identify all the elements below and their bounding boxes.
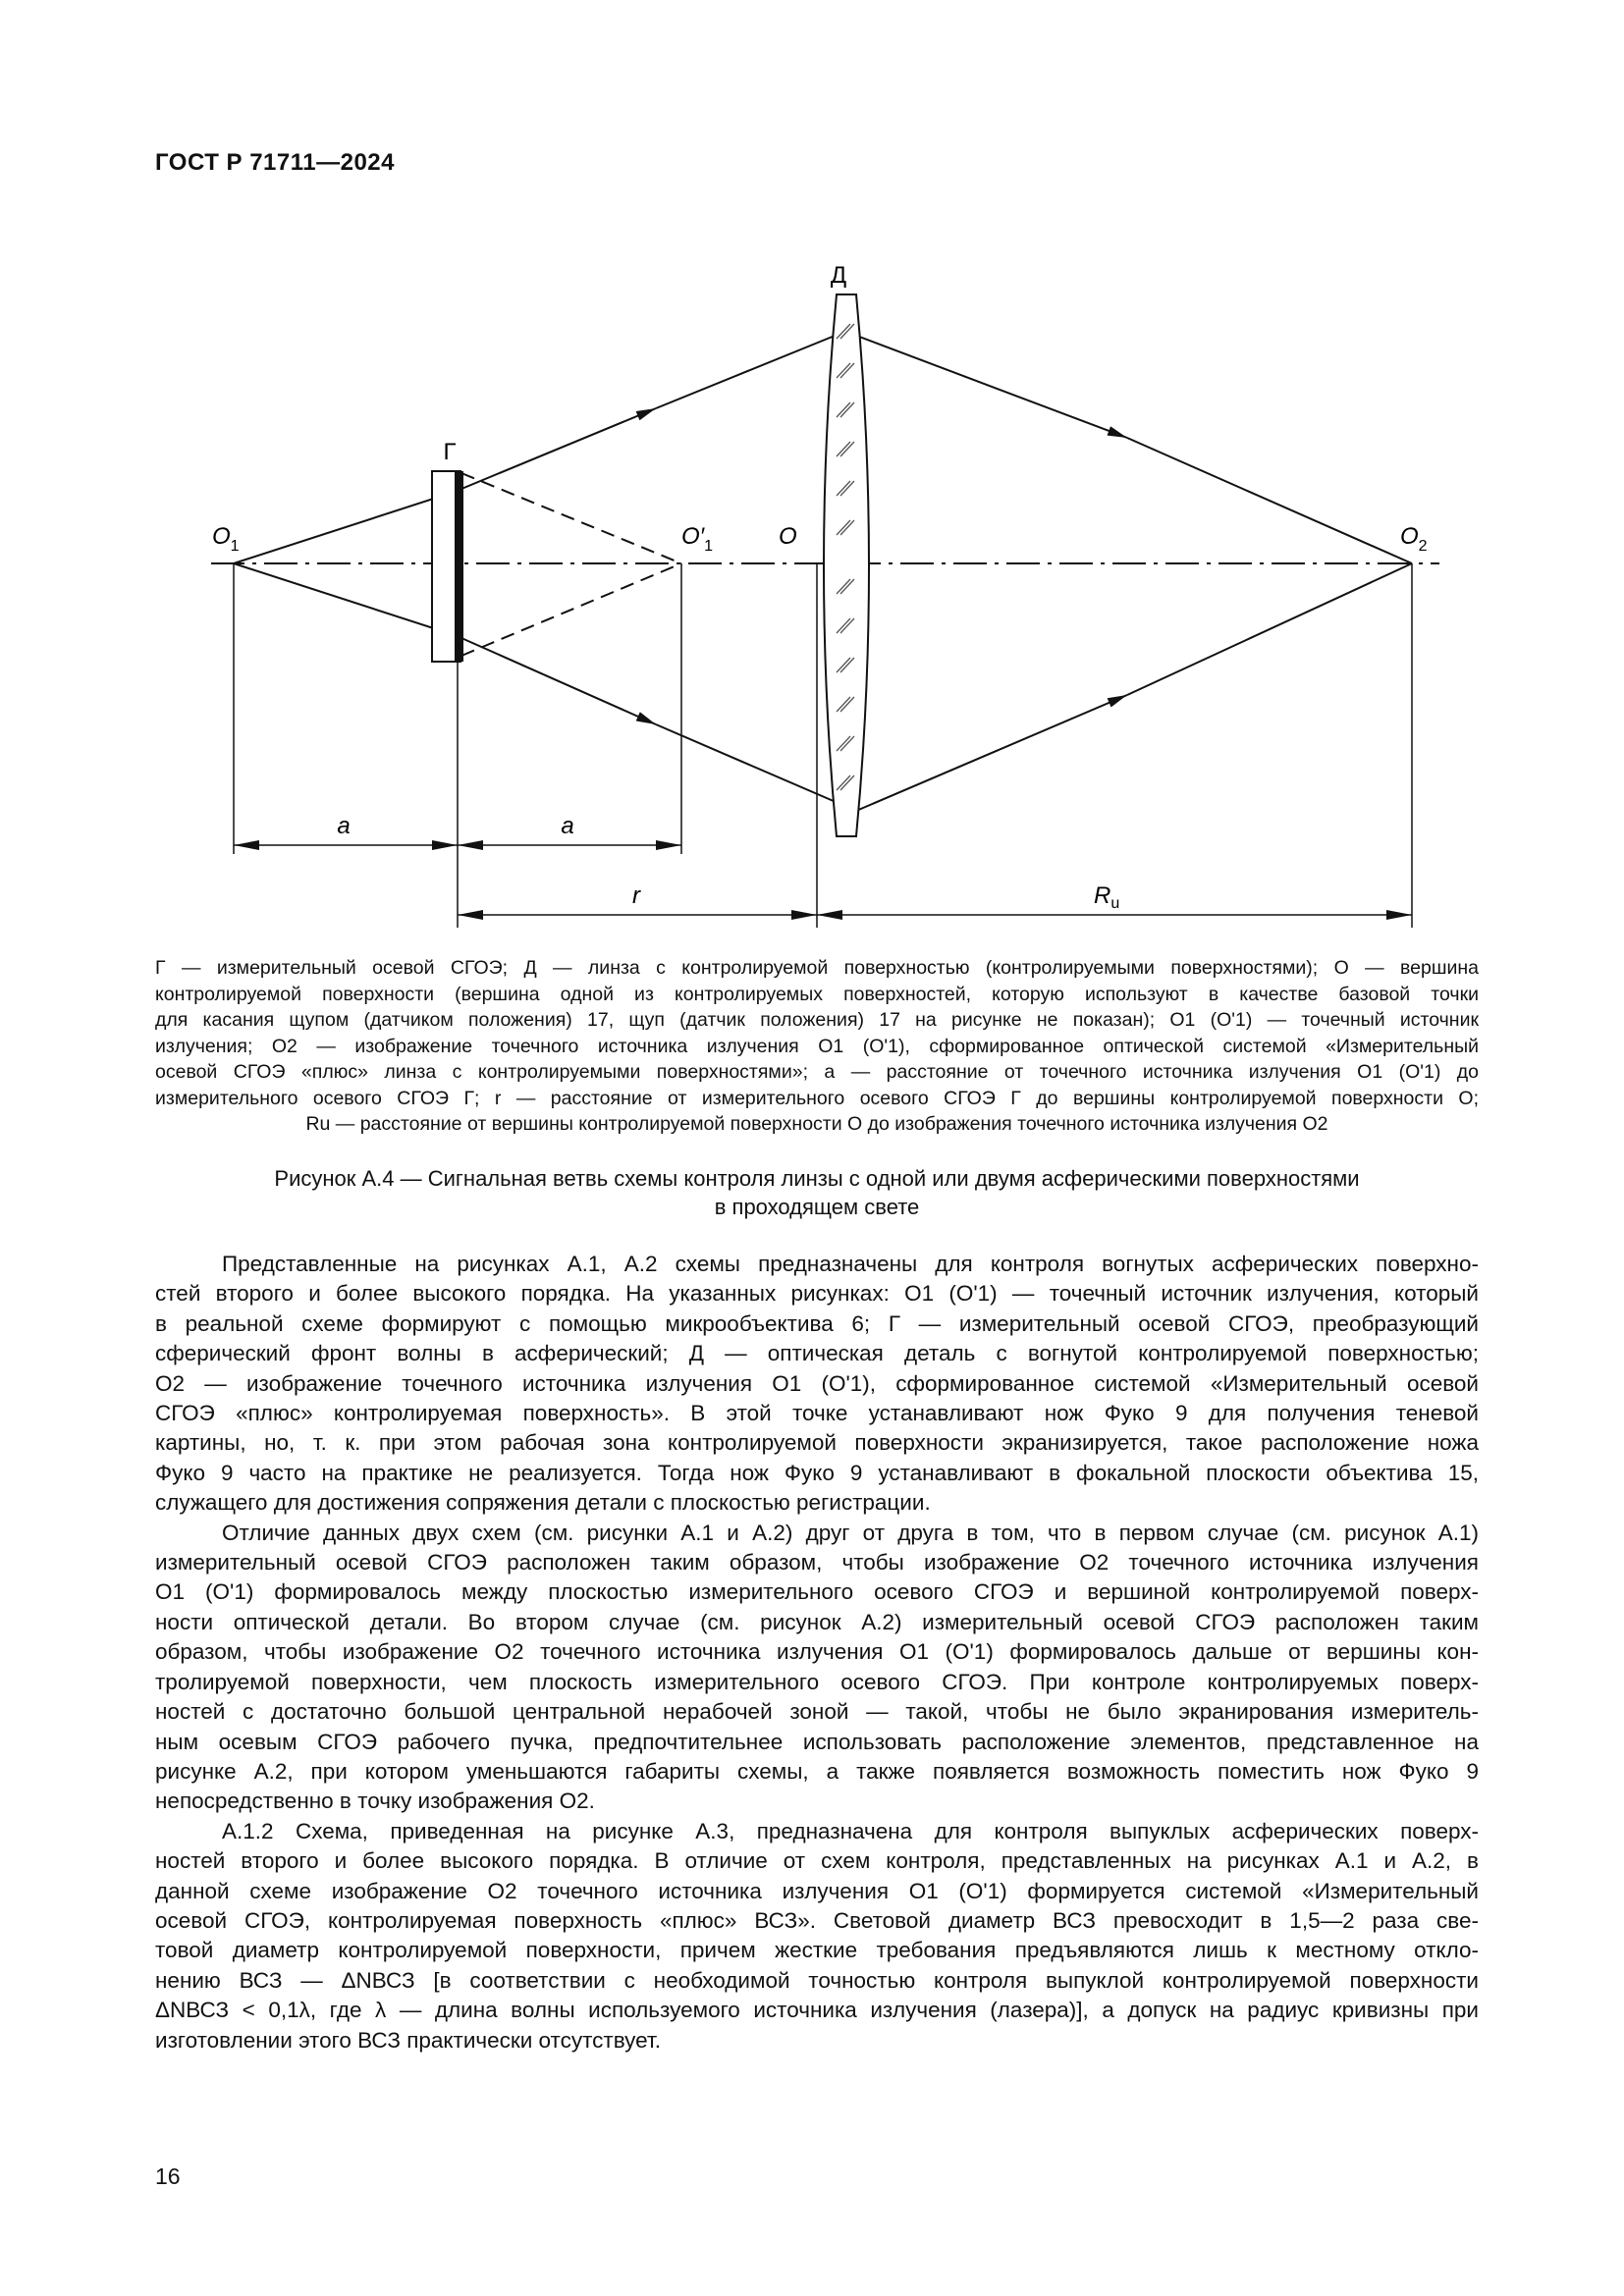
extension-lines — [234, 563, 1412, 928]
ray-upper-g-lens — [461, 408, 656, 489]
paragraph-line: товой диаметр контролируемой поверхности, причем жесткие требования предъявляются лишь к местному откло- — [155, 1938, 1479, 1963]
legend-line: измерительного осевого СГОЭ Г; r — расстояние от измерительного осевого СГОЭ Г до вершины контролируемой поверхности O; — [155, 1087, 1479, 1109]
paragraph-line: измерительный осевой СГОЭ расположен таким образом, чтобы изображение O2 точечного источника излучения — [155, 1550, 1479, 1575]
paragraph-line: СГОЭ «плюс» контролируемая поверхность». В этой точке устанавливают нож Фуко 9 для получения теневой — [155, 1401, 1479, 1426]
ray-upper-lens-o2 — [846, 332, 1127, 438]
paragraph-line: образом, чтобы изображение O2 точечного источника излучения O1 (O'1) формировалось дальше от вершины кон- — [155, 1639, 1479, 1665]
ray-lower-lens-o2-cont — [1127, 563, 1412, 695]
paragraph-line: ΔNВСЗ < 0,1λ, где λ — длина волны используемого источника излучения (лазера)], а допуск на радиус кривизны при — [155, 1998, 1479, 2023]
figure-legend — [155, 955, 1479, 1138]
legend-line: контролируемой поверхности (вершина одной из контролируемых поверхностей, которую используют в качестве базовой точки — [155, 983, 1479, 1005]
caption-line-1: Рисунок А.4 — Сигнальная ветвь схемы контроля линзы с одной или двумя асферическими поверхностями — [274, 1166, 1360, 1191]
paragraph-line: данной схеме изображение O2 точечного источника излучения O1 (O'1) формируется системой «Измерительный — [155, 1878, 1479, 1903]
label-r: r — [632, 882, 640, 909]
label-a-right: a — [561, 813, 574, 839]
optical-scheme-figure — [0, 236, 1624, 952]
paragraph-line: Представленные на рисунках А.1, А.2 схемы предназначены для контроля вогнутых асферических поверхно- — [222, 1252, 1479, 1276]
label-o2: $O_2$ — [1400, 523, 1428, 555]
lens-element — [824, 294, 869, 836]
legend-line: осевой СГОЭ «плюс» линза с контролируемыми поверхностями»; a — расстояние от точечного источника излучения O1 (O'1) до — [155, 1061, 1479, 1083]
measuring-sgoe-surface — [455, 471, 463, 662]
paragraph-line: O2 — изображение точечного источника излучения O1 (O'1), сформированное системой «Измерительный осевой — [155, 1370, 1479, 1396]
virtual-ray-upper — [461, 473, 681, 563]
body-text — [155, 1250, 1479, 2056]
paragraph-line: Отличие данных двух схем (см. рисунки А.1 и А.2) друг от друга в том, что в первом случае (см. рисунок А.1) — [222, 1520, 1479, 1545]
label-a-left: a — [337, 813, 351, 839]
paragraph-line: ности оптической детали. Во втором случае (см. рисунок А.2) измерительный осевой СГОЭ расположен таким — [155, 1609, 1479, 1634]
paragraph-line: служащего для достижения сопряжения детали с плоскостью регистрации. — [155, 1490, 931, 1516]
label-o1: $O_1$ — [212, 523, 240, 555]
paragraph-line: O1 (O'1) формировалось между плоскостью измерительного осевого СГОЭ и вершиной контролируемой поверх- — [155, 1579, 1479, 1605]
ray-o1-up — [234, 491, 458, 563]
paragraph-line: картины, но, т. к. при этом рабочая зона контролируемой поверхности экранизируется, такое расположение ножа — [155, 1430, 1479, 1456]
paragraph-line: Фуко 9 часто на практике не реализуется. Тогда нож Фуко 9 устанавливают в фокальной плоскости объектива 15, — [155, 1460, 1479, 1485]
label-o: O — [779, 523, 797, 550]
label-d: Д — [830, 262, 847, 289]
legend-line: Г — измерительный осевой СГОЭ; Д — линза с контролируемой поверхностью (контролируемыми поверхностями); O — вершина — [155, 957, 1479, 979]
paragraph-line: ностей второго и более высокого порядка. В отличие от схем контроля, представленных на рисунках А.1 и А.2, в — [155, 1848, 1479, 1874]
ray-upper-g-lens-cont — [656, 334, 839, 408]
label-ru: $R_u$ — [1094, 882, 1120, 912]
paragraph-line: изготовлении этого ВСЗ практически отсутствует. — [155, 2027, 661, 2053]
paragraph-line: ным осевым СГОЭ рабочего пучка, предпочтительнее использовать расположение элементов, представленное на — [155, 1729, 1479, 1754]
ray-lower-g-lens — [461, 638, 656, 724]
paragraph-line: рисунке А.2, при котором уменьшаются габариты схемы, а также появляется возможность поместить нож Фуко 9 — [155, 1758, 1479, 1784]
virtual-ray-lower — [461, 563, 681, 656]
label-g: Г — [443, 439, 457, 465]
caption-line-2: в проходящем свете — [714, 1195, 920, 1219]
paragraph-line: тролируемой поверхности, чем плоскость измерительного осевого СГОЭ. При контроле контролируемых поверх- — [155, 1669, 1479, 1694]
ray-upper-lens-o2-cont — [1127, 438, 1412, 563]
paragraph-line: осевой СГОЭ, контролируемая поверхность «плюс» ВСЗ». Световой диаметр ВСЗ превосходит в 1,5—2 раза све- — [155, 1907, 1479, 1933]
page-number: 16 — [155, 2163, 181, 2189]
paragraph-line: сферический фронт волны в асферический; Д — оптическая деталь с вогнутой контролируемой поверхностью; — [155, 1341, 1479, 1366]
label-o1-prime: $O'_1$ — [681, 523, 714, 555]
paragraph-line: нению ВСЗ — ΔNВСЗ [в соответствии с необходимой точностью контроля выпуклой контролируемой поверхности — [155, 1967, 1479, 1993]
paragraph-line: А.1.2 Схема, приведенная на рисунке А.3, предназначена для контроля выпуклых асферических поверх- — [222, 1818, 1479, 1843]
paragraph-line: ностей с достаточно большой центральной нерабочей зоной — такой, чтобы не было экранирования измеритель- — [155, 1699, 1479, 1725]
figure-caption — [155, 1164, 1479, 1221]
ray-lower-lens-o2 — [856, 695, 1127, 811]
legend-line: для касания щупом (датчиком положения) 17, щуп (датчик положения) 17 на рисунке не показан); O1 (O'1) — точечный источник — [155, 1009, 1479, 1031]
ray-o1-down — [234, 563, 458, 636]
paragraph-line: в реальной схеме формируют с помощью микрообъектива 6; Г — измерительный осевой СГОЭ, преобразующий — [155, 1310, 1479, 1336]
standard-code: ГОСТ Р 71711—2024 — [155, 149, 395, 176]
paragraph-line: непосредственно в точку изображения O2. — [155, 1789, 595, 1814]
paragraph-line: стей второго и более высокого порядка. На указанных рисунках: O1 (O'1) — точечный источник излучения, который — [155, 1281, 1479, 1307]
optical-scheme-svg — [0, 236, 1624, 952]
legend-line: излучения; O2 — изображение точечного источника излучения O1 (O'1), сформированное оптической системой «Измерительный — [155, 1035, 1479, 1057]
legend-line: Ru — расстояние от вершины контролируемой поверхности O до изображения точечного источника излучения O2 — [305, 1113, 1328, 1135]
ray-lower-g-lens-cont — [656, 724, 856, 811]
